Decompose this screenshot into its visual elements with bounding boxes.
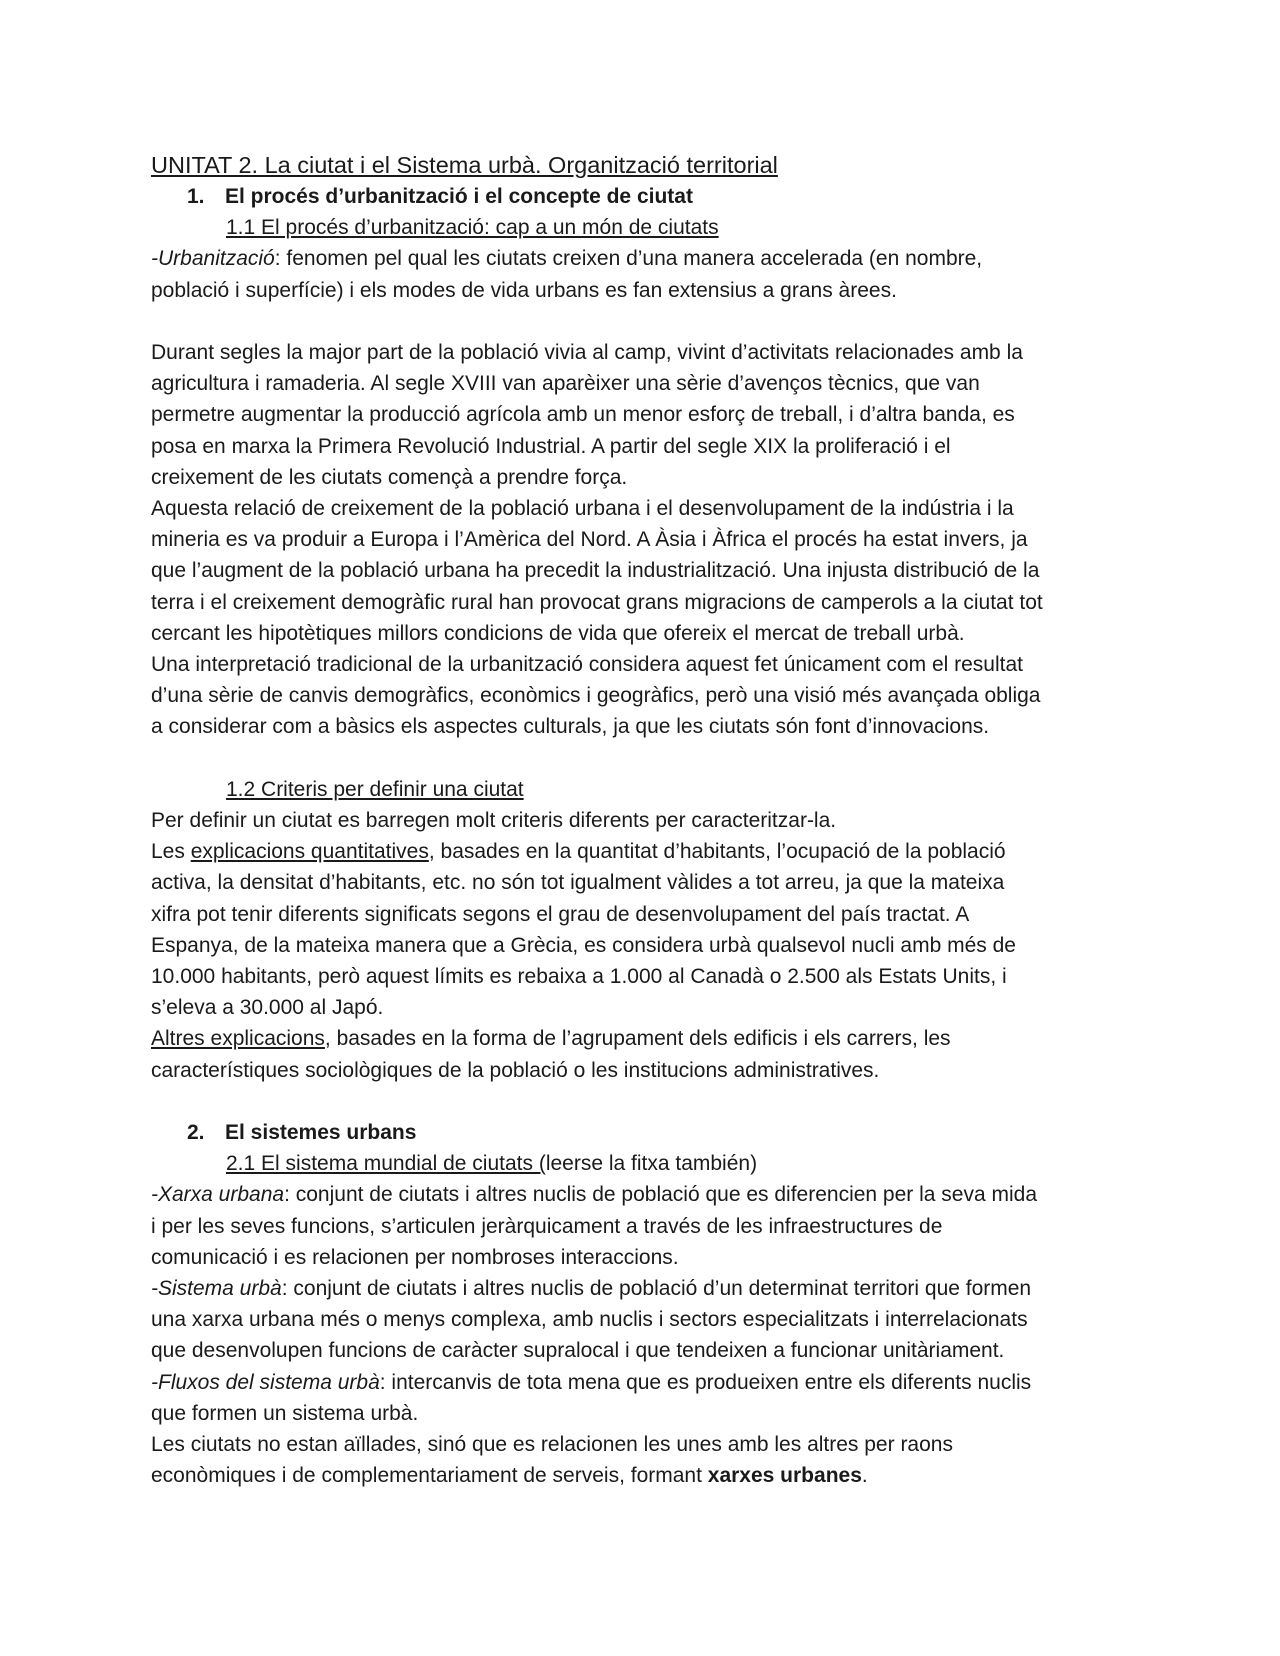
paragraph-line: característiques sociològiques de la població o les institucions administratives. [151, 1058, 880, 1082]
blank-line [151, 306, 1131, 337]
paragraph-line: -Sistema urbà: conjunt de ciutats i altres nuclis de població d’un determinat territori que formen [151, 1277, 1032, 1301]
definition-term-xarxa: -Xarxa urbana [151, 1183, 285, 1207]
paragraph-line: Durant segles la major part de la població vivia al camp, vivint d’activitats relacionades amb la [151, 341, 1023, 364]
subsection-2-1-heading: 2.1 El sistema mundial de ciutats (leerse la fitxa también) [226, 1152, 758, 1176]
page-title: UNITAT 2. La ciutat i el Sistema urbà. Organització territorial [151, 152, 778, 178]
paragraph-line: xifra pot tenir diferents significats segons el grau de desenvolupament del país tractat. A [151, 902, 970, 926]
paragraph-line: 10.000 habitants, però aquest límits es rebaixa a 1.000 al Canadà o 2.500 als Estats Units, i [151, 965, 1007, 989]
section-1-title: El procés d’urbanització i el concepte de ciutat [225, 185, 693, 208]
bold-term-xarxes-urbanes: xarxes urbanes [707, 1464, 862, 1488]
document-page [151, 148, 1131, 1491]
section-1-heading [151, 181, 1131, 212]
paragraph-line: activa, la densitat d’habitants, etc. no són tot igualment vàlides a tot arreu, ja que la mateixa [151, 871, 1005, 895]
paragraph-line: Espanya, de la mateixa manera que a Grècia, es considera urbà qualsevol nucli amb més de [151, 933, 1016, 957]
section-1-number: 1. [187, 185, 205, 208]
paragraph-line: -Xarxa urbana: conjunt de ciutats i altres nuclis de població que es diferencien per la seva mida [151, 1183, 1038, 1207]
paragraph-line: a considerar com a bàsics els aspectes culturals, ja que les ciutats són font d’innovacions. [151, 715, 990, 739]
paragraph-line: terra i el creixement demogràfic rural han provocat grans migracions de camperols a la ciutat tot [151, 590, 1043, 614]
section-2-heading [151, 1117, 1131, 1148]
paragraph-line: cercant les hipotètiques millors condicions de vida que ofereix el mercat de treball urbà. [151, 621, 965, 645]
paragraph-line: Aquesta relació de creixement de la població urbana i el desenvolupament de la indústria i la [151, 497, 1014, 521]
definition-term-fluxos: -Fluxos del sistema urbà [151, 1370, 380, 1394]
paragraph-line: Una interpretació tradicional de la urbanització considera aquest fet únicament com el resultat [151, 653, 1023, 677]
paragraph-line: que desenvolupen funcions de caràcter supralocal i que tendeixen a funcionar unitàriament. [151, 1339, 1005, 1363]
paragraph-line: Les explicacions quantitatives, basades en la quantitat d’habitants, l’ocupació de la població [151, 840, 1006, 864]
subsection-1-1-heading: 1.1 El procés d’urbanització: cap a un món de ciutats [226, 216, 719, 240]
blank-line [151, 1086, 1131, 1117]
subsection-1-2-heading: 1.2 Criteris per definir una ciutat [226, 777, 524, 801]
paragraph-line: comunicació i es relacionen per nombroses interaccions. [151, 1245, 679, 1269]
paragraph-line: agricultura i ramaderia. Al segle XVIII van aparèixer una sèrie d’avenços tècnics, que van [151, 372, 980, 396]
paragraph-line: d’una sèrie de canvis demogràfics, econòmics i geogràfics, però una visió més avançada obliga [151, 684, 1041, 708]
paragraph-line: i per les seves funcions, s’articulen jeràrquicament a través de les infraestructures de [151, 1214, 943, 1238]
paragraph-line: econòmiques i de complementariament de serveis, formant xarxes urbanes. [151, 1464, 868, 1488]
paragraph-line: posa en marxa la Primera Revolució Industrial. A partir del segle XIX la proliferació i el [151, 434, 951, 458]
paragraph-line: Les ciutats no estan aïllades, sinó que es relacionen les unes amb les altres per raons [151, 1433, 953, 1457]
paragraph-line: que formen un sistema urbà. [151, 1401, 419, 1425]
paragraph-line: permetre augmentar la producció agrícola amb un menor esforç de treball, i d’altra banda, es [151, 403, 1015, 427]
underlined-term-altres: Altres explicacions [151, 1027, 325, 1051]
section-2-number: 2. [187, 1121, 205, 1145]
paragraph-line: s’eleva a 30.000 al Japó. [151, 996, 384, 1020]
paragraph-line: -Urbanització: fenomen pel qual les ciutats creixen d’una manera accelerada (en nombre, [151, 247, 983, 271]
blank-line [151, 743, 1131, 774]
section-2-title: El sistemes urbans [225, 1121, 417, 1145]
paragraph-line: creixement de les ciutats començà a prendre força. [151, 465, 628, 489]
paragraph-line: mineria es va produir a Europa i l’Amèrica del Nord. A Àsia i Àfrica el procés ha estat invers, ja [151, 528, 1028, 552]
paragraph-line: una xarxa urbana més o menys complexa, amb nuclis i sectors especialitzats i interrelacionats [151, 1308, 1028, 1332]
definition-term-sistema: -Sistema urbà [151, 1277, 282, 1301]
definition-term-urbanitzacio: -Urbanització [151, 247, 275, 271]
underlined-term-quantitatives: explicacions quantitatives [190, 840, 429, 864]
paragraph-line: població i superfície) i els modes de vida urbans es fan extensius a grans àrees. [151, 278, 897, 302]
paragraph-line: Altres explicacions, basades en la forma de l’agrupament dels edificis i els carrers, les [151, 1027, 951, 1051]
paragraph-line: que l’augment de la població urbana ha precedit la industrialització. Una injusta distribució de la [151, 559, 1040, 583]
paragraph-line: -Fluxos del sistema urbà: intercanvis de tota mena que es produeixen entre els diferents nuclis [151, 1370, 1032, 1394]
paragraph-line: Per definir un ciutat es barregen molt criteris diferents per caracteritzar-la. [151, 809, 837, 833]
